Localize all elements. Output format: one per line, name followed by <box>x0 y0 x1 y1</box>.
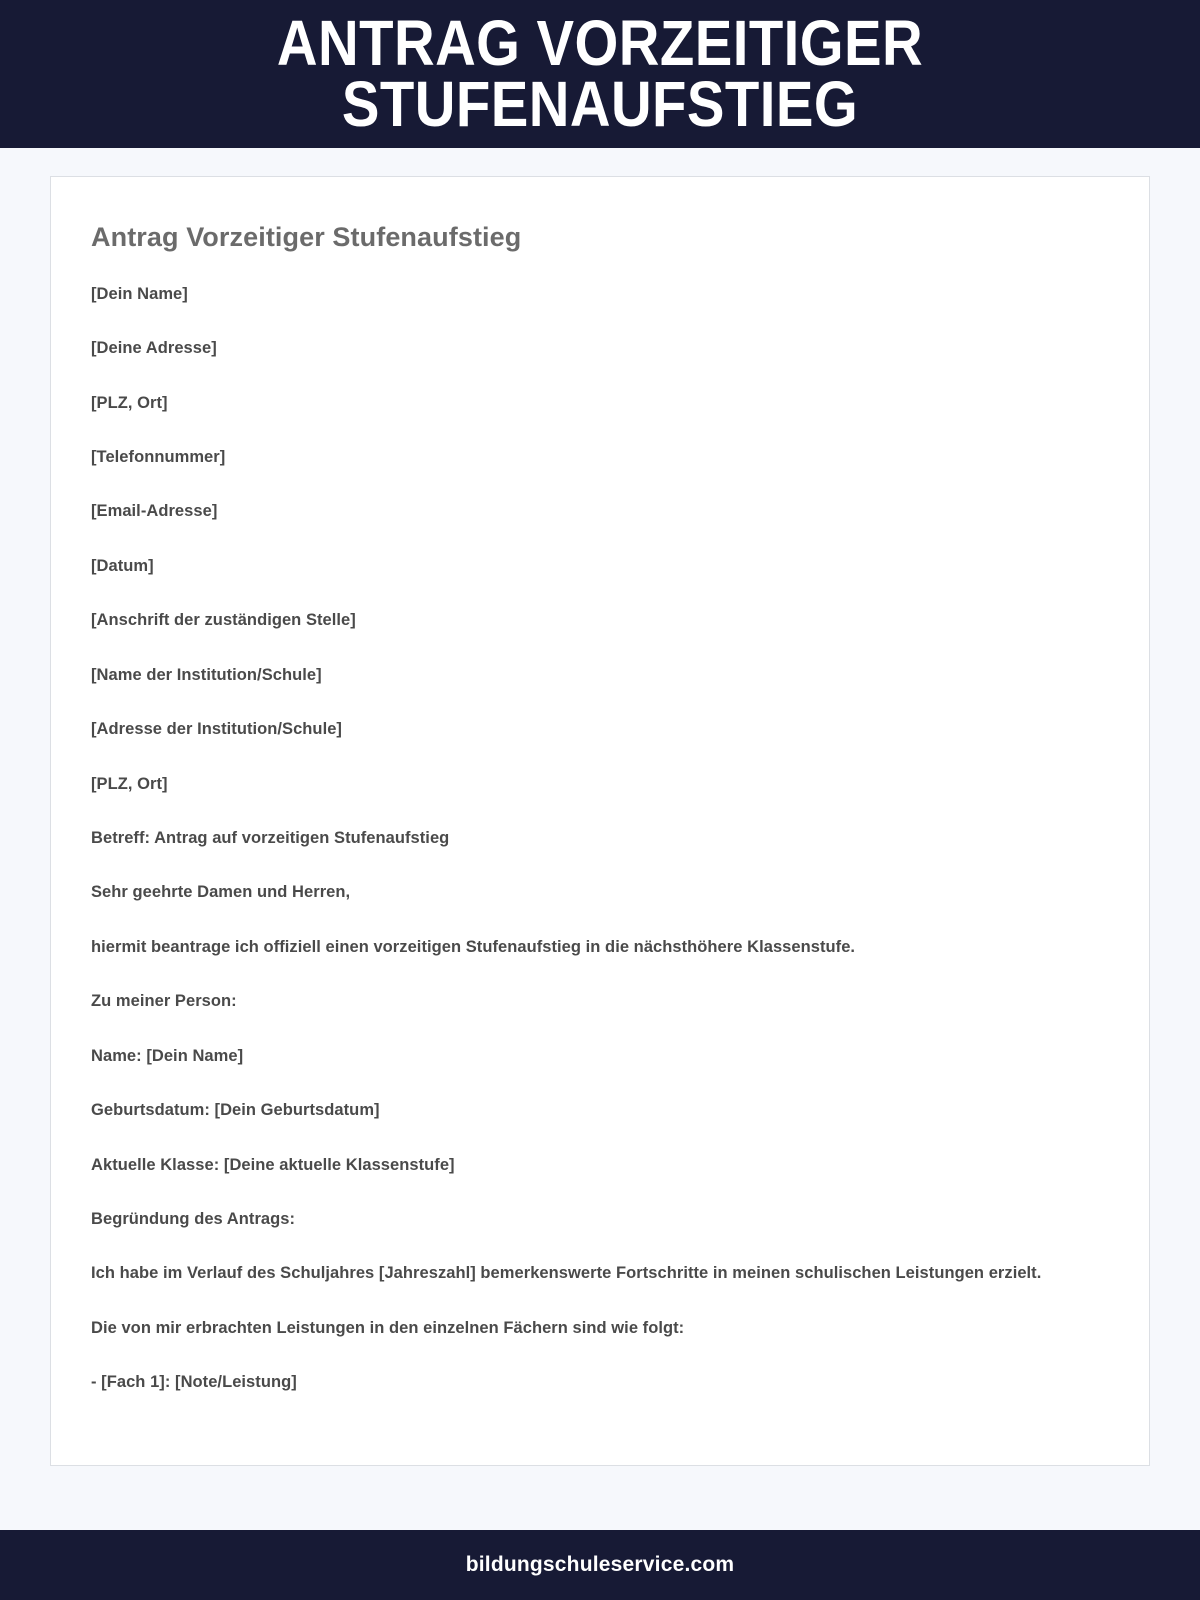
document-paragraph: Betreff: Antrag auf vorzeitigen Stufenaufstieg <box>91 828 450 847</box>
page-banner <box>0 0 1200 148</box>
document-paragraph: [Deine Adresse] <box>91 339 217 358</box>
document-title: Antrag Vorzeitiger Stufenaufstieg <box>91 222 522 252</box>
document-paragraph: Geburtsdatum: [Dein Geburtsdatum] <box>91 1101 380 1120</box>
document-paragraph: [Datum] <box>91 556 154 575</box>
page-content-area <box>0 148 1200 1466</box>
document-paragraph: Ich habe im Verlauf des Schuljahres [Jahreszahl] bemerkenswerte Fortschritte in meinen schulischen Leistungen erzielt. <box>91 1264 1042 1283</box>
document-paragraph: [Email-Adresse] <box>91 502 218 521</box>
document-paragraph: [PLZ, Ort] <box>91 774 168 793</box>
document-paragraph: [Telefonnummer] <box>91 448 226 467</box>
document-paragraph: Aktuelle Klasse: [Deine aktuelle Klassenstufe] <box>91 1155 455 1174</box>
banner-title: ANTRAG VORZEITIGER STUFENAUFSTIEG <box>276 7 924 140</box>
document-paragraph: - [Fach 1]: [Note/Leistung] <box>91 1373 297 1392</box>
document-paragraph: [Name der Institution/Schule] <box>91 665 322 684</box>
page-footer <box>0 1530 1200 1600</box>
document-paragraph: Sehr geehrte Damen und Herren, <box>91 883 351 902</box>
document-paragraph: Die von mir erbrachten Leistungen in den einzelnen Fächern sind wie folgt: <box>91 1318 685 1337</box>
document-paragraph: Begründung des Antrags: <box>91 1209 296 1228</box>
document-body <box>91 283 1109 1395</box>
document-paragraph: Zu meiner Person: <box>91 992 237 1011</box>
document-paragraph: [Dein Name] <box>91 284 188 303</box>
document-paragraph: [Anschrift der zuständigen Stelle] <box>91 611 356 630</box>
document-card <box>50 176 1150 1466</box>
document-paragraph: [PLZ, Ort] <box>91 393 168 412</box>
footer-site-name: bildungschuleservice.com <box>465 1553 735 1576</box>
document-paragraph: hiermit beantrage ich offiziell einen vorzeitigen Stufenaufstieg in die nächsthöhere Klassenstufe. <box>91 937 856 956</box>
document-paragraph: [Adresse der Institution/Schule] <box>91 720 342 739</box>
document-paragraph: Name: [Dein Name] <box>91 1046 244 1065</box>
